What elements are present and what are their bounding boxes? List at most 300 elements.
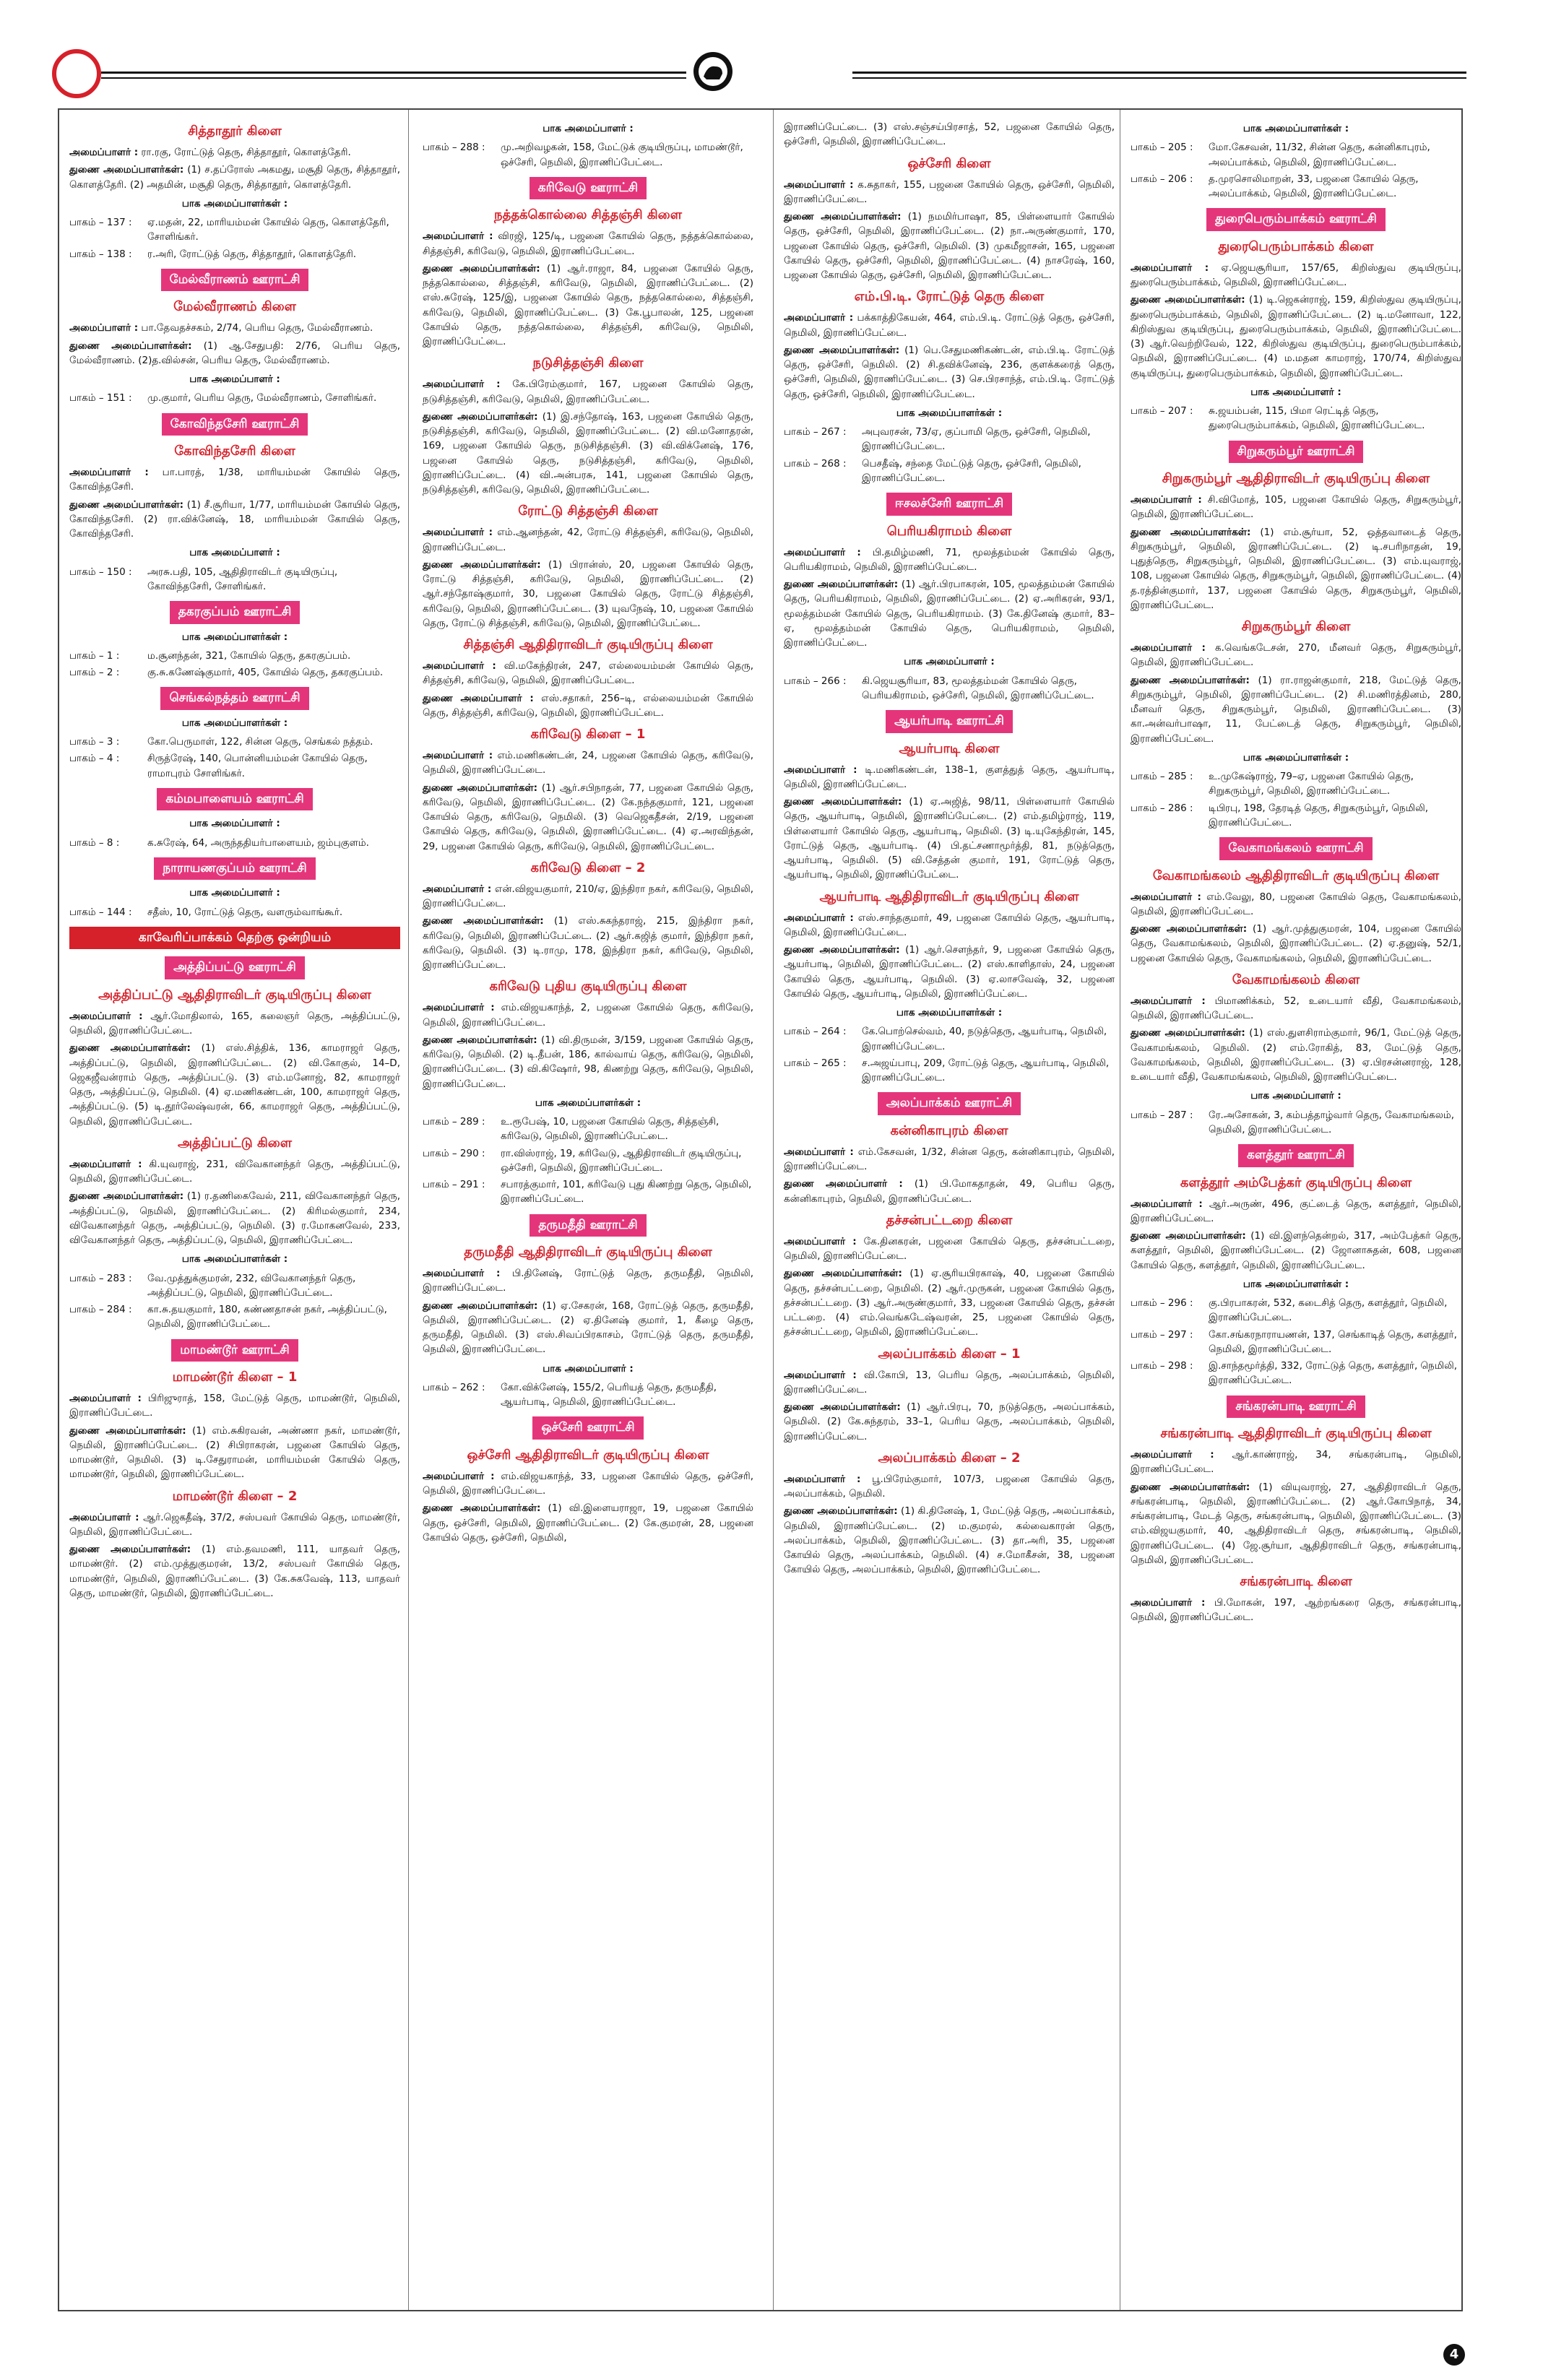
section-heading (69, 687, 400, 710)
section-heading (69, 927, 400, 950)
member-details: (1) கி.தினேஷ், 1, மேட்டுத் தெரு, அலப்பாக்கம், நெமிலி, இராணிப்பேட்டை. (2) ம.குமரல், கல்வைகாரன் தெரு, அலப்பாக்கம், நெமிலி, இராணிப்பேட்டை. (3) தா.அரி, 35, பஜனை கோயில் தெரு, அலப்பாக்கம், நெமிலி. (4) ச.மோகீசன், 38, பஜனை கோயில் தெரு, அலப்பாக்கம், நெமிலி, இராணிப்பேட்டை. (784, 1505, 1115, 1576)
booth-details: ர.அரி, ரோட்டுத் தெரு, சித்தாதூர், கொளத்தேரி. (147, 248, 357, 260)
booth-number: பாகம் – 286 : (1131, 802, 1193, 814)
panchayat-badge: செங்கல்நத்தம் ஊராட்சி (160, 687, 308, 710)
booth-details: ரே.அசோகன், 3, கம்பத்தாழ்வார் தெரு, வேகாமங்கலம், நெமிலி, இராணிப்பேட்டை. (1209, 1109, 1455, 1135)
subheading: பாக அமைப்பாளர்கள் : (181, 197, 288, 209)
member-entry (1131, 1596, 1461, 1625)
role-label: அமைப்பாளர் : (423, 527, 493, 539)
branch-title: ஆயர்பாடி கிளை (899, 740, 1000, 756)
booth-number: பாகம் – 268 : (784, 457, 847, 469)
member-details: க.சுதாகர், 155, பஜனை கோயில் தெரு, ஒச்சேரி, நெமிலி, இராணிப்பேட்டை. (784, 178, 1115, 205)
branch-title: தச்சன்பட்டறை கிளை (886, 1212, 1013, 1228)
role-label: அமைப்பாளர் : (1131, 261, 1209, 274)
section-heading (423, 1214, 753, 1237)
member-entry (423, 261, 753, 350)
booth-details: சிருத்ரேஷ், 140, பொன்னியம்மன் கோயில் தெரு, ராமாபுரம் சோளிங்கர். (147, 753, 368, 779)
member-entry (69, 1189, 400, 1247)
member-entry (423, 691, 753, 721)
booth-entry (69, 391, 400, 405)
booth-number: பாகம் – 8 : (69, 836, 120, 849)
booth-entry (69, 247, 400, 261)
booth-number: பாகம் – 288 : (423, 142, 485, 154)
member-entry (1131, 293, 1461, 381)
booth-entry (69, 735, 400, 749)
member-entry (784, 120, 1115, 150)
booth-number: பாகம் – 290 : (423, 1147, 485, 1159)
booth-details: உ.முகேஷ்ராஜ், 79–ஏ, பஜனை கோயில் தெரு, சிறுகரும்பூர், நெமிலி, இராணிப்பேட்டை. (1209, 771, 1414, 797)
panchayat-badge: துரைபெரும்பாக்கம் ஊராட்சி (1206, 208, 1386, 231)
booth-details: ரா.விஸ்ராஜ், 19, கரிவேடு, ஆதிதிராவிடர் குடியிருப்பு, ஒச்சேரி, நெமிலி, இராணிப்பேட்டை. (501, 1147, 742, 1174)
member-details: வி.மகேந்திரன், 247, எல்லையம்மன் கோயில் தெரு, சித்தஞ்சி, கரிவேடு, நெமிலி, இராணிப்பேட்டை. (423, 660, 754, 687)
member-entry (1131, 641, 1461, 670)
member-entry (1131, 261, 1461, 290)
subheading: பாக அமைப்பாளர் : (1250, 1090, 1341, 1102)
member-entry (423, 377, 753, 407)
branch-title: நடுசித்தஞ்சி கிளை (532, 355, 644, 371)
panchayat-badge: சங்கரன்பாடி ஊராட்சி (1227, 1395, 1365, 1419)
booth-entry (784, 1024, 1115, 1054)
member-details: (1) ஏ.சேகரன், 168, ரோட்டுத் தெரு, தருமதீதி, நெமிலி, இராணிப்பேட்டை. (2) ஏ.தினேஷ் குமார், 1, கீழை தெரு, தருமதீதி, நெமிலி. (3) எஸ்.சிவப்பிரகாசம், ரோட்டுத் தெரு, தருமதீதி, நெமிலி, இராணிப்பேட்டை. (423, 1299, 753, 1356)
member-details: (1) ஆர்.முத்துகுமரன், 104, பஜனை கோயில் தெரு, வேகாமங்கலம், நெமிலி, இராணிப்பேட்டை. (2) ஏ.தனுஷ், 52/1, பஜனை கோயில் தெரு, வேகாமங்கலம், நெமிலி, இராணிப்பேட்டை. (1131, 923, 1461, 964)
member-entry (423, 1033, 753, 1091)
branch-title: துரைபெரும்பாக்கம் கிளை (1218, 238, 1374, 254)
member-entry (784, 1145, 1115, 1174)
header-rule-left (101, 72, 686, 74)
panchayat-badge: தகரகுப்பம் ஊராட்சி (170, 601, 301, 624)
role-label: துணை அமைப்பாளர்கள்: (784, 944, 900, 956)
subheading: பாக அமைப்பாளர் : (904, 656, 995, 668)
subheading: பாக அமைப்பாளர் : (189, 818, 280, 830)
member-entry (784, 1266, 1115, 1339)
member-entry (69, 1542, 400, 1601)
branch-title: சிறுகரும்பூர் கிளை (1241, 619, 1351, 634)
subheading: பாக அமைப்பாளர்கள் : (1242, 751, 1349, 763)
booth-details: ச.அஜய்பாபு, 209, ரோட்டுத் தெரு, ஆயர்பாடி, நெமிலி, இராணிப்பேட்டை. (862, 1057, 1110, 1083)
booth-entry (1131, 801, 1461, 831)
branch-title: மாமண்டூர் கிளை – 1 (172, 1369, 298, 1385)
booth-entry (1131, 1359, 1461, 1388)
panchayat-badge: அத்திப்பட்டு ஊராட்சி (165, 956, 305, 979)
booth-number: பாகம் – 283 : (69, 1272, 132, 1284)
member-entry (784, 911, 1115, 940)
member-details: எஸ்.சதாகர், 256–டி, எல்லையம்மன் கோயில் தெரு, சித்தஞ்சி, கரிவேடு, நெமிலி, இராணிப்பேட்டை. (423, 692, 753, 719)
member-entry (1131, 1197, 1461, 1226)
subheading: பாக அமைப்பாளர் : (543, 1362, 634, 1375)
booth-details: ஏ.மதன், 22, மாரியம்மன் கோயில் தெரு, கொளத்தேரி, சோளிங்கர். (147, 217, 389, 243)
subheading: பாக அமைப்பாளர்கள் : (181, 1253, 288, 1265)
booth-entry (784, 1056, 1115, 1086)
section-heading (69, 857, 400, 880)
branch-title: கரிவேடு புதிய குடியிருப்பு கிளை (489, 979, 687, 995)
booth-number: பாகம் – 285 : (1131, 771, 1193, 782)
role-label: அமைப்பாளர் : (423, 378, 501, 391)
section-heading (1131, 1395, 1461, 1419)
booth-details: க.சுரேஷ், 64, அருந்ததியர்பாளையம், ஜம்புகுளம். (147, 836, 369, 849)
booth-number: பாகம் – 138 : (69, 248, 132, 260)
member-entry (423, 1000, 753, 1030)
booth-number: பாகம் – 205 : (1131, 142, 1193, 154)
role-label: அமைப்பாளர் : (784, 763, 857, 776)
booth-details: சு.ஜயம்பன், 115, பிமா ரெட்டித் தெரு, துரைபெரும்பாக்கம், நெமிலி, இராணிப்பேட்டை. (1209, 405, 1425, 432)
branch-title: கோவிந்தசேரி கிளை (174, 443, 295, 459)
booth-entry (1131, 1108, 1461, 1138)
role-label: துணை அமைப்பாளர்கள்: (423, 1299, 538, 1312)
branch-title: ஆயர்பாடி ஆதிதிராவிடர் குடியிருப்பு கிளை (819, 888, 1079, 904)
booth-entry (69, 905, 400, 919)
member-entry (423, 781, 753, 854)
booth-details: கி.ஜெயசூரியா, 83, மூலத்தம்மன் கோயில் தெரு, பெரியகிராமம், ஒச்சேரி, நெமிலி, இராணிப்பேட்டை. (862, 675, 1094, 701)
branch-title: ஒச்சேரி கிளை (907, 155, 991, 171)
role-label: துணை அமைப்பாளர்கள்: (69, 1424, 186, 1437)
subheading: பாக அமைப்பாளர் : (189, 373, 280, 385)
booth-entry (1131, 1296, 1461, 1325)
panchayat-badge: கோவிந்தசேரி ஊராட்சி (162, 413, 308, 436)
member-details: (1) பி.மோகதாதன், 49, பெரிய தெரு, கன்னிகாபுரம், நெமிலி, இராணிப்பேட்டை. (784, 1178, 1115, 1205)
member-entry (1131, 922, 1461, 966)
role-label: துணை அமைப்பாளர்கள்: (423, 1502, 541, 1515)
booth-details: உ.ரூபேஷ், 10, பஜனை கோயில் தெரு, சித்தஞ்சி, கரிவேடு, நெமிலி, இராணிப்பேட்டை. (501, 1116, 719, 1143)
panchayat-badge: ஈசலச்சேரி ஊராட்சி (886, 493, 1012, 516)
booth-number: பாகம் – 264 : (784, 1026, 847, 1038)
section-heading (784, 493, 1115, 516)
booth-number: பாகம் – 4 : (69, 753, 120, 765)
branch-title: மாமண்டூர் கிளை – 2 (172, 1488, 298, 1504)
member-details: எம்.விஜயகாந்த், 2, பஜனை கோயில் தெரு, கரிவேடு, நெமிலி, இராணிப்பேட்டை. (423, 1002, 754, 1029)
member-details: என்.விஜயகுமார், 210/ஏ, இந்திரா நகர், கரிவேடு, நெமிலி, இராணிப்பேட்டை. (423, 883, 754, 909)
member-details: எம்.கேசவன், 1/32, சின்ன தெரு, கன்னிகாபுரம், நெமிலி, இராணிப்பேட்டை. (784, 1146, 1115, 1172)
role-label: அமைப்பாளர் : (1131, 1597, 1206, 1609)
panchayat-badge: அலப்பாக்கம் ஊராட்சி (878, 1092, 1021, 1115)
member-entry (69, 1424, 400, 1482)
branch-title: வேகாமங்கலம் ஆதிதிராவிடர் குடியிருப்பு கிளை (1152, 867, 1440, 883)
branch-title: வேகாமங்கலம் கிளை (1232, 972, 1360, 987)
booth-entry (69, 1271, 400, 1301)
branch-title: பெரியகிராமம் கிளை (886, 523, 1012, 539)
member-entry (784, 209, 1115, 282)
member-details: ஏ.ஜெயசூரியா, 157/65, கிறிஸ்துவ குடியிருப்பு, துரைபெரும்பாக்கம், நெமிலி, இராணிப்பேட்டை. (1131, 261, 1461, 288)
role-label: துணை அமைப்பாளர்கள்: (784, 211, 902, 222)
member-entry (1131, 1480, 1461, 1568)
member-details: கி.யுவராஜ், 231, விவேகானந்தர் தெரு, அத்திப்பட்டு, நெமிலி, இராணிப்பேட்டை. (69, 1158, 400, 1185)
member-entry (1131, 994, 1461, 1024)
subheading: பாக அமைப்பாளர்கள் : (1242, 1278, 1349, 1290)
role-label: அமைப்பாளர் : (423, 1002, 495, 1014)
booth-number: பாகம் – 1 : (69, 649, 120, 662)
column-3 (784, 117, 1115, 1580)
member-details: பூ.பிரேம்குமார், 107/3, பஜனை கோயில் தெரு, அலப்பாக்கம், நெமிலி. (784, 1473, 1115, 1500)
member-entry (1131, 890, 1461, 919)
role-label: துணை அமைப்பாளர்கள்: (423, 262, 540, 274)
member-details: கே.தினகரன், பஜனை கோயில் தெரு, தச்சன்பட்டறை, நெமிலி, இராணிப்பேட்டை. (784, 1235, 1115, 1262)
branch-title: ஒச்சேரி ஆதிதிராவிடர் குடியிருப்பு கிளை (467, 1447, 709, 1463)
role-label: துணை அமைப்பாளர்கள்: (69, 1042, 191, 1055)
branch-title: கரிவேடு கிளை – 2 (530, 860, 646, 875)
member-entry (784, 795, 1115, 883)
booth-entry (423, 1146, 753, 1176)
role-label: அமைப்பாளர் : (784, 312, 854, 324)
booth-entry (784, 456, 1115, 486)
booth-details: மு.அறிவழகன், 158, மேட்டுக் குடியிருப்பு, மாமண்டூர், ஒச்சேரி, நெமிலி, இராணிப்பேட்டை. (501, 142, 743, 168)
subheading: பாக அமைப்பாளர்கள் : (181, 717, 288, 729)
section-heading (1131, 208, 1461, 231)
member-entry (784, 1400, 1115, 1444)
column-1 (69, 117, 400, 1604)
member-details: பா.தேவதச்சகம், 2/74, பெரிய தெரு, மேல்வீராணம். (141, 322, 373, 334)
booth-entry (423, 1115, 753, 1144)
member-details: பிமாணிக்கம், 52, உடையார் வீதி, வேகாமங்கலம், நெமிலி, இராணிப்பேட்டை. (1131, 995, 1462, 1021)
role-label: துணை அமைப்பாளர்கள்: (423, 915, 544, 927)
member-details: (1) வி.திருமன், 3/159, பஜனை கோயில் தெரு, கரிவேடு, நெமிலி. (2) டி.தீபன், 186, கால்வாய் தெரு, கரிவேடு, நெமிலி, இராணிப்பேட்டை. (3) வி.கிஷோர், 98, கிணற்று தெரு, கரிவேடு, நெமிலி, இராணிப்பேட்டை. (423, 1034, 753, 1090)
member-entry (423, 229, 753, 259)
booth-details: கு.சு.கணேஷ்குமார், 405, கோயில் தெரு, தகரகுப்பம். (147, 667, 384, 678)
member-details: எம்.மணிகண்டன், 24, பஜனை கோயில் தெரு, கரிவேடு, நெமிலி, இராணிப்பேட்டை. (423, 750, 754, 776)
branch-title: மேல்வீராணம் கிளை (173, 299, 296, 315)
booth-details: கோ.விக்னேஷ், 155/2, பெரியத் தெரு, தருமதீதி, ஆயர்பாடி, நெமிலி, இராணிப்பேட்டை. (501, 1381, 717, 1408)
page-header (0, 0, 1543, 108)
member-entry (69, 163, 400, 192)
booth-details: கோ.சங்கரநாராயணன், 137, செங்காடித் தெரு, களத்தூர், நெமிலி, இராணிப்பேட்டை. (1209, 1328, 1457, 1355)
role-label: துணை அமைப்பாளர்கள்: (1131, 1230, 1246, 1242)
booth-number: பாகம் – 291 : (423, 1179, 485, 1190)
panchayat-badge: ஆயர்பாடி ஊராட்சி (886, 710, 1013, 733)
member-entry (784, 311, 1115, 340)
member-details: பிரிஜுராத், 158, மேட்டுத் தெரு, மாமண்டூர், நெமிலி, இராணிப்பேட்டை. (69, 1393, 400, 1419)
booth-number: பாகம் – 265 : (784, 1057, 847, 1069)
panchayat-badge: களத்தூர் ஊராட்சி (1238, 1144, 1354, 1167)
booth-entry (423, 1380, 753, 1410)
booth-details: சபாரத்குமார், 101, கரிவேடு புது கிணற்று தெரு, நெமிலி, இராணிப்பேட்டை. (501, 1179, 752, 1206)
role-label: துணை அமைப்பாளர்கள்: (1131, 526, 1251, 538)
member-details: ரா.ரகு, ரோட்டுத் தெரு, சித்தாதூர், கொளத்தேரி. (141, 147, 351, 158)
role-label: அமைப்பாளர் : (423, 660, 496, 672)
role-label: அமைப்பாளர் : (1131, 642, 1206, 654)
booth-entry (1131, 769, 1461, 799)
member-details: ஆர்.மோதிலால், 165, கலைஞர் தெரு, அத்திப்பட்டு, நெமிலி, இராணிப்பேட்டை. (69, 1010, 401, 1037)
booth-number: பாகம் – 2 : (69, 667, 120, 678)
member-details: (1) ர.தணிகைவேல், 211, விவேகானந்தர் தெரு, அத்திப்பட்டு, நெமிலி, இராணிப்பேட்டை. (2) கிரிமல்குமார், 234, விவேகானந்தர் தெரு, அத்திப்பட்டு, நெமிலி. (3) ர.மோகனவேல், 233, விவேகானந்தர் தெரு, அத்திப்பட்டு, நெமிலி, இராணிப்பேட்டை. (69, 1190, 400, 1246)
subheading: பாக அமைப்பாளர் : (1250, 386, 1341, 398)
branch-title: சிறுகரும்பூர் ஆதிதிராவிடர் குடியிருப்பு கிளை (1162, 471, 1430, 486)
page-number: 4 (1443, 2344, 1465, 2366)
booth-entry (423, 1177, 753, 1207)
member-entry (784, 1177, 1115, 1206)
role-label: துணை அமைப்பாளர்கள்: (1131, 1027, 1245, 1039)
member-details: (1) ஆர்.பிரபாகரன், 105, மூலத்தம்மன் கோயில் தெரு, பெரியகிராமம், நெமிலி, இராணிப்பேட்டை. (2) ஏ.அரிகரன், 93/1, மூலத்தம்மன் கோயில் தெரு, பெரியகிராமம். (3) கே.தினேஷ் குமார், 83–ஏ, மூலத்தம்மன் கோயில் தெரு, பெரியகிராமம், நெமிலி, இராணிப்பேட்டை. (784, 579, 1115, 649)
member-entry (1131, 1026, 1461, 1084)
subheading: பாக அமைப்பாளர் : (189, 547, 280, 559)
member-details: எம்.ஆனந்தன், 42, ரோட்டு சித்தஞ்சி, கரிவேடு, நெமிலி, இராணிப்பேட்டை. (423, 527, 753, 553)
role-label: அமைப்பாளர் : (1131, 891, 1201, 903)
member-entry (784, 577, 1115, 650)
member-details: கே.பிரேம்குமார், 167, பஜனை கோயில் தெரு, நடுசித்தஞ்சி, கரிவேடு, நெமிலி, இராணிப்பேட்டை. (423, 378, 754, 405)
header-rule-right (852, 72, 1466, 74)
booth-entry (1131, 172, 1461, 202)
branch-title: அத்திப்பட்டு கிளை (178, 1135, 292, 1151)
booth-entry (1131, 140, 1461, 170)
member-details: (1) எஸ்.துளசிராம்குமார், 96/1, மேட்டுத் தெரு, வேகாமங்கலம், நெமிலி. (2) எம்.ரோகித், 83, மேட்டுத் தெரு, வேகாமங்கலம், நெமிலி, இராணிப்பேட்டை. (3) ஏ.பிரசன்னராஜ், 128, உடையார் வீதி, வேகாமங்கலம், நெமிலி, இராணிப்பேட்டை. (1131, 1027, 1461, 1083)
panchayat-badge: வேகாமங்கலம் ஊராட்சி (1219, 837, 1372, 860)
booth-details: த.முரசொலிமாறன், 33, பஜனை கோயில் தெரு, அலப்பாக்கம், நெமிலி, இராணிப்பேட்டை. (1209, 173, 1419, 199)
member-entry (423, 525, 753, 555)
role-label: அமைப்பாளர் : (1131, 1449, 1214, 1461)
subheading: பாக அமைப்பாளர்கள் : (535, 1096, 641, 1109)
role-label: துணை அமைப்பாளர்கள்: (69, 1544, 191, 1555)
member-details: (1) டி.ஜெகன்ராஜ், 159, கிறிஸ்துவ குடியிருப்பு, துரைபெரும்பாக்கம், நெமிலி, இராணிப்பேட்டை. (2) டி.மனோவா, 122, கிறிஸ்துவ குடியிருப்பு, துரைபெரும்பாக்கம், நெமிலி, இராணிப்பேட்டை. (3) ஆர்.வெற்றிவேல், 122, கிறிஸ்துவ குடியிருப்பு, துரைபெரும்பாக்கம், நெமிலி, இராணிப்பேட்டை. (4) ம.மதன காமராஜ், 170/74, கிறிஸ்துவ குடியிருப்பு, துரைபெரும்பாக்கம், நெமிலி, இராணிப்பேட்டை. (1131, 294, 1461, 379)
member-details: டி.மணிகண்டன், 138–1, குளத்துத் தெரு, ஆயர்பாடி, நெமிலி, இராணிப்பேட்டை. (784, 763, 1115, 790)
member-entry (69, 1157, 400, 1187)
role-label: அமைப்பாளர் : (423, 1268, 501, 1279)
member-details: ஆர்.காண்ராஜ், 34, சங்கரன்பாடி, நெமிலி, இராணிப்பேட்டை. (1131, 1449, 1461, 1476)
booth-number: பாகம் – 144 : (69, 906, 132, 918)
member-entry (1131, 525, 1461, 613)
member-entry (784, 1504, 1115, 1577)
panchayat-badge: காவேரிப்பாக்கம் தெற்கு ஒன்றியம் (69, 927, 400, 950)
booth-entry (784, 425, 1115, 454)
booth-number: பாகம் – 289 : (423, 1116, 485, 1128)
member-details: (1) எம்.தவமணி, 111, யாதவர் தெரு, மாமண்டூர். (2) எம்.முத்துகுமரன், 13/2, சஸ்பவர் கோயில் தெரு, மாமண்டூர், நெமிலி, இராணிப்பேட்டை. (3) கே.சுகவேஷ், 113, யாதவர் தெரு, மாமண்டூர், நெமிலி, இராணிப்பேட்டை. (69, 1544, 400, 1599)
booth-entry (69, 751, 400, 781)
role-label: அமைப்பாளர் : (423, 883, 492, 895)
member-details: (1) ஆர்.ராஜா, 84, பஜனை கோயில் தெரு, நத்தகொல்லை, சித்தஞ்சி, கரிவேடு, நெமிலி, இராணிப்பேட்டை. (2) எஸ்.சுரேஷ், 125/இ, பஜனை கோயில் தெரு, நத்தகொல்லை, சித்தஞ்சி, கரிவேடு, நெமிலி, இராணிப்பேட்டை. (3) கே.பூபாலன், 125, பஜனை கோயில் தெரு, நத்தகொல்லை, சித்தஞ்சி, கரிவேடு, நெமிலி, இராணிப்பேட்டை. (423, 262, 753, 347)
booth-entry (1131, 1328, 1461, 1357)
branch-title: ரோட்டு சித்தஞ்சி கிளை (518, 503, 658, 519)
section-heading (784, 1092, 1115, 1115)
member-details: (1) ஆ.சேதுபதி: 2/76, பெரிய தெரு, மேல்வீராணம். (2)த.வில்சன், பெரிய தெரு, மேல்வீராணம். (69, 339, 400, 366)
subheading: பாக அமைப்பாளர்கள் : (1242, 123, 1349, 134)
booth-details: அபுவரசன், 73/ஏ, குப்பாமி தெரு, ஒச்சேரி, நெமிலி, இராணிப்பேட்டை. (862, 426, 1091, 453)
booth-entry (423, 140, 753, 170)
booth-number: பாகம் – 137 : (69, 217, 132, 228)
member-entry (69, 498, 400, 542)
branch-title: அத்திப்பட்டு ஆதிதிராவிடர் குடியிருப்பு கிளை (98, 987, 371, 1003)
member-details: (1) ஏ.அஜித், 98/11, பிள்ளையார் கோயில் தெரு, ஆயர்பாடி, நெமிலி, இராணிப்பேட்டை. (2) எம்.தமிழ்ராஜ், 119, பிள்ளையார் கோயில் தெரு, ஆயர்பாடி, நெமிலி. (3) டி.யுகேந்திரன், 145, ரோட்டுத் தெரு, ஆயர்பாடி. (4) பி.தட்சணாமூர்த்தி, 81, நடுத்தெரு, ஆயர்பாடி, நெமிலி. (5) வி.சேத்தன் குமார், 191, ரோட்டுத் தெரு, ஆயர்பாடி, நெமிலி, இராணிப்பேட்டை. (784, 796, 1115, 881)
column-4 (1131, 117, 1461, 1628)
section-heading (69, 788, 400, 811)
role-label: அமைப்பாளர் : (784, 178, 854, 191)
section-heading (1131, 837, 1461, 860)
member-entry (423, 748, 753, 778)
member-entry (69, 1391, 400, 1421)
member-details: (1) வி.இளையராஜா, 19, பஜனை கோயில் தெரு, ஒச்சேரி, நெமிலி, இராணிப்பேட்டை. (2) கே.குமரன், 28, பஜனை கோயில் தெரு, ஒச்சேரி, நெமிலி, (423, 1502, 753, 1544)
member-entry (423, 914, 753, 972)
role-label: துணை அமைப்பாளர் : (423, 692, 534, 704)
branch-title: நத்தக்கொல்லை சித்தஞ்சி கிளை (494, 207, 682, 223)
member-details: சி.விமோத், 105, பஜனை கோயில் தெரு, சிறுகரும்பூர், நெமிலி, இராணிப்பேட்டை. (1131, 494, 1461, 521)
member-details: (1) வியுவராஜ், 27, ஆதிதிராவிடர் தெரு, சங்கரன்பாடி, நெமிலி, இராணிப்பேட்டை. (2) ஆர்.கோபிநாத், 34, சங்கரன்பாடி, மேடத் தெரு, சங்கரன்பாடி, நெமிலி, இராணிப்பேட்டை. (3) எம்.விஜயகுமார், 40, ஆதிதிராவிடர் தெரு, சங்கரன்பாடி, நெமிலி, இராணிப்பேட்டை. (4) ஜே.சூர்யா, ஆதிதிராவிடர் தெரு, சங்கரன்பாடி, நெமிலி, இராணிப்பேட்டை. (1131, 1481, 1461, 1566)
subheading: பாக அமைப்பாளர்கள் : (181, 631, 288, 643)
member-details: க.வெங்கடேசன், 270, மீனவர் தெரு, சிறுகரும்பூர், நெமிலி, இராணிப்பேட்டை. (1131, 642, 1462, 669)
panchayat-badge: மாமண்டூர் ஊராட்சி (171, 1339, 298, 1362)
role-label: துணை அமைப்பாளர்கள்: (69, 164, 184, 176)
branch-title: சித்தஞ்சி ஆதிதிராவிடர் குடியிருப்பு கிளை (463, 637, 713, 652)
booth-number: பாகம் – 262 : (423, 1381, 485, 1393)
member-entry (423, 558, 753, 631)
member-details: (1) இ.சந்தோஷ், 163, பஜனை கோயில் தெரு, நடுசித்தஞ்சி, கரிவேடு, நெமிலி, இராணிப்பேட்டை. (2) வி.மனோதரன், 169, பஜனை கோயில் தெரு, நடுசித்தஞ்சி. (3) வி.விக்னேஷ், 176, பஜனை கோயில் தெரு, நடுசித்தஞ்சி, கரிவேடு, நெமிலி, இராணிப்பேட்டை. (4) வி.அன்பரசு, 141, பஜனை கோயில் தெரு, நடுசித்தஞ்சி, கரிவேடு, நெமிலி, இராணிப்பேட்டை. (423, 410, 753, 496)
member-details: பா.பாரத், 1/38, மாரியம்மன் கோயில் தெரு, கோவிந்தசேரி. (69, 467, 400, 493)
role-label: துணை அமைப்பாளர்கள்: (423, 410, 538, 423)
panchayat-badge: மேல்வீராணம் ஊராட்சி (161, 269, 309, 292)
role-label: துணை அமைப்பாளர்கள்: (1131, 923, 1248, 935)
role-label: அமைப்பாளர் : (1131, 1198, 1203, 1210)
member-entry (1131, 673, 1461, 746)
member-details: எம்.விஜயகாந்த், 33, பஜனை கோயில் தெரு, ஒச்சேரி, நெமிலி, இராணிப்பேட்டை. (423, 1470, 753, 1497)
member-details: (1) எஸ்.சித்திக், 136, காமராஜர் தெரு, அத்திப்பட்டு, நெமிலி, இராணிப்பேட்டை. (2) வி.கோகுல், 14–D, ஜெகஜீவன்ராம் தெரு, அத்திப்பட்டு. (3) எம்.மனோஜ், 82, காமராஜர் தெரு, அத்திப்பட்டு, நெமிலி. (4) ஏ.மணிகண்டன், 100, காமராஜர் தெரு, அத்திப்பட்டு. (5) டி.தூர்லேஷ்வரன், 66, காமராஜர் தெரு, அத்திப்பட்டு, நெமிலி, இராணிப்பேட்டை. (69, 1042, 400, 1128)
header-circle-ornament (52, 49, 101, 98)
member-entry (69, 1009, 400, 1039)
role-label: அமைப்பாளர் : (69, 1511, 139, 1523)
section-heading (69, 269, 400, 292)
member-details: பி.தமிழ்மணி, 71, மூலத்தம்மன் கோயில் தெரு, பெரியகிராமம், நெமிலி, இராணிப்பேட்டை. (784, 546, 1115, 573)
role-label: துணை அமைப்பாளர்கள்: (423, 1034, 537, 1046)
member-details: (1) ஆர்.சௌந்தர், 9, பஜனை கோயில் தெரு, ஆயர்பாடி, நெமிலி, இராணிப்பேட்டை. (2) எஸ்.காளிதாஸ், 24, பஜனை கோயில் தெரு, ஆயர்பாடி, நெமிலி. (3) ஏ.லாசவேஷ், 32, பஜனை கோயில் தெரு, ஆயர்பாடி, நெமிலி, இராணிப்பேட்டை. (784, 944, 1115, 1000)
member-entry (784, 178, 1115, 207)
member-details: (1) ரா.ராஜன்குமார், 218, மேட்டுத் தெரு, சிறுகரும்பூர், நெமிலி, இராணிப்பேட்டை. (2) சி.மணிரத்தினம், 280, மீனவர் தெரு, சிறுகரும்பூர், நெமிலி, இராணிப்பேட்டை. (3) கா.அன்வர்பாஷா, 11, பேட்டைத் தெரு, சிறுகரும்பூர், நெமிலி, இராணிப்பேட்டை. (1131, 674, 1461, 745)
member-entry (423, 1299, 753, 1357)
booth-details: கா.சு.தயகுமார், 180, கண்ணதாசன் நகர், அத்திப்பட்டு, நெமிலி, இராணிப்பேட்டை. (147, 1304, 387, 1330)
member-details: பக்காத்திகேயன், 464, எம்.பி.டி. ரோட்டுத் தெரு, ஒச்சேரி, நெமிலி, இராணிப்பேட்டை. (784, 312, 1115, 339)
booth-details: மோ.கேசவன், 11/32, சின்ன தெரு, கன்னிகாபுரம், அலப்பாக்கம், நெமிலி, இராணிப்பேட்டை. (1209, 142, 1430, 168)
role-label: துணை அமைப்பாளர்கள்: (1131, 674, 1250, 686)
member-details: ஆர்.அருண், 496, குட்டைத் தெரு, களத்தூர், நெமிலி, இராணிப்பேட்டை. (1131, 1198, 1461, 1224)
booth-details: கோ.பெருமாள், 122, சின்ன தெரு, செங்கல் நத்தம். (147, 736, 373, 748)
panchayat-badge: தருமதீதி ஊராட்சி (530, 1214, 646, 1237)
section-heading (69, 413, 400, 436)
booth-entry (69, 215, 400, 245)
booth-details: மு.குமார், பெரிய தெரு, மேல்வீராணம், சோளிங்கர். (147, 392, 377, 404)
booth-entry (69, 1302, 400, 1332)
member-entry (784, 545, 1115, 575)
member-details: (1) பிரான்ஸ், 20, பஜனை கோயில் தெரு, ரோட்டு சித்தஞ்சி, கரிவேடு, நெமிலி, இராணிப்பேட்டை. (2) ஆர்.சந்தோஷ்குமார், 30, பஜனை கோயில் தெரு, ரோட்டு சித்தஞ்சி, கரிவேடு, நெமிலி, இராணிப்பேட்டை. (3) யுவநேஷ், 10, பஜனை கோயில் தெரு, ரோட்டு சித்தஞ்சி, கரிவேடு, நெமிலி, இராணிப்பேட்டை. (423, 558, 753, 629)
member-entry (1131, 1229, 1461, 1273)
member-entry (784, 763, 1115, 792)
branch-title: சங்கரன்பாடி ஆதிதிராவிடர் குடியிருப்பு கிளை (1160, 1426, 1432, 1441)
booth-details: கு.பிரபாகரன், 532, கடைசித் தெரு, களத்தூர், நெமிலி, இராணிப்பேட்டை. (1209, 1297, 1448, 1324)
header-rule-right-thin (852, 77, 1466, 79)
member-details: (1) ச.தப்ரோஸ் அகமது, மசூதி தெரு, சித்தாதூர், கொளத்தேரி. (2) அதமின், மசூதி தெரு, சித்தாதூர், கொளத்தேரி. (69, 164, 400, 191)
member-entry (423, 1469, 753, 1499)
member-details: எம்.வேலு, 80, பஜனை கோயில் தெரு, வேகாமங்கலம், நெமிலி, இராணிப்பேட்டை. (1131, 891, 1462, 917)
booth-number: பாகம் – 298 : (1131, 1360, 1193, 1372)
panchayat-badge: கம்மபாளையம் ஊராட்சி (157, 788, 312, 811)
subheading: பாக அமைப்பாளர் : (189, 887, 280, 899)
panchayat-badge: கரிவேடு ஊராட்சி (530, 177, 647, 200)
role-label: அமைப்பாளர் : (784, 546, 861, 558)
booth-details: இ.சாந்தமூர்த்தி, 332, ரோட்டுத் தெரு, களத்தூர், நெமிலி, இராணிப்பேட்டை. (1209, 1360, 1458, 1387)
branch-title: தருமதீதி ஆதிதிராவிடர் குடியிருப்பு கிளை (464, 1245, 712, 1260)
role-label: அமைப்பாளர் : (69, 1158, 142, 1170)
column-divider (773, 110, 774, 2310)
role-label: அமைப்பாளர் : (784, 1146, 854, 1158)
section-heading (69, 1339, 400, 1362)
member-entry (69, 465, 400, 495)
member-details: பி.தினேஷ், ரோட்டுத் தெரு, தருமதீதி, நெமிலி, இராணிப்பேட்டை. (423, 1268, 754, 1294)
section-heading (1131, 1144, 1461, 1167)
role-label: அமைப்பாளர் : (1131, 494, 1202, 506)
role-label: அமைப்பாளர் : (423, 1470, 495, 1482)
role-label: அமைப்பாளர் : (69, 147, 139, 158)
member-details: இராணிப்பேட்டை. (3) எஸ்.சஞ்சய்பிரசாத், 52, பஜனை கோயில் தெரு, ஒச்சேரி, நெமிலி, இராணிப்பேட்டை. (784, 121, 1115, 148)
booth-details: ம.சூனந்தன், 321, கோயில் தெரு, தகரகுப்பம். (147, 649, 351, 662)
subheading: பாக அமைப்பாளர் : (543, 123, 634, 134)
section-heading (69, 956, 400, 979)
member-entry (784, 1368, 1115, 1398)
role-label: துணை அமைப்பாளர்கள்: (784, 796, 902, 808)
role-label: அமைப்பாளர் : (69, 467, 149, 478)
role-label: துணை அமைப்பாளர்கள்: (69, 498, 184, 511)
member-details: பி.மோகன், 197, ஆற்றங்கரை தெரு, சங்கரன்பாடி, நெமிலி, இராணிப்பேட்டை. (1131, 1597, 1461, 1624)
booth-entry (784, 674, 1115, 704)
